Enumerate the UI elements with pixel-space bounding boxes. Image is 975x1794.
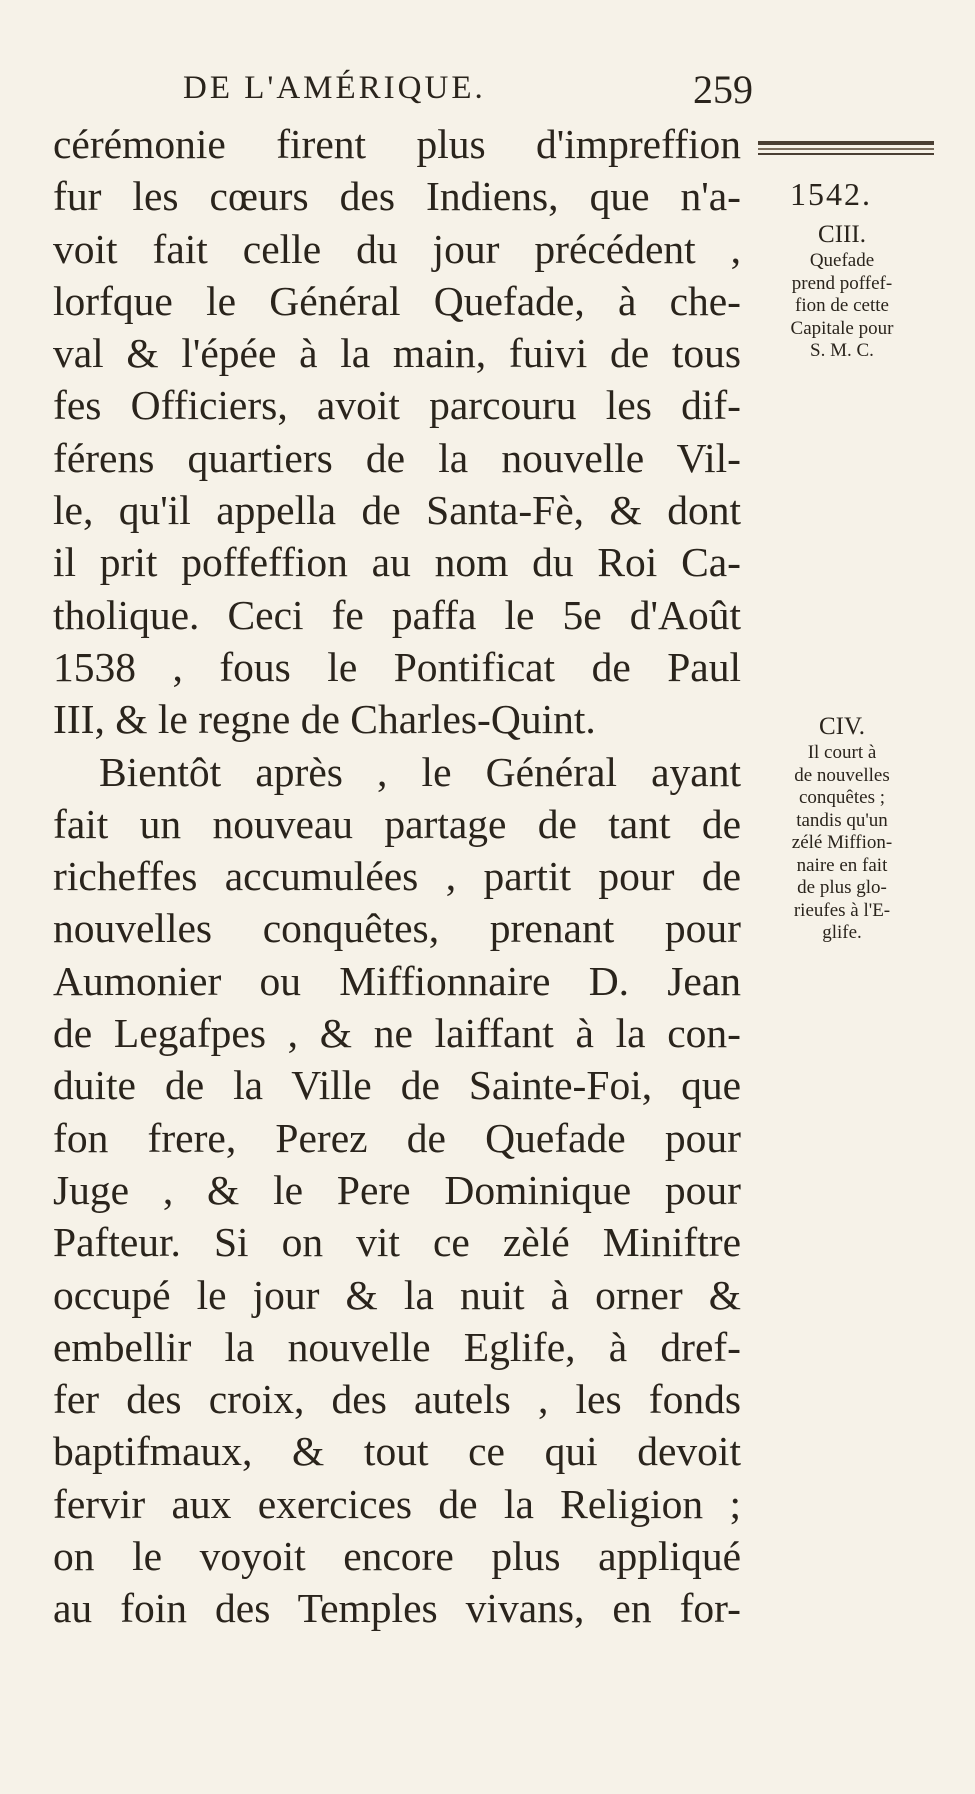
margin-rule [758,141,934,155]
text-line: occupé le jour & la nuit à orner & [53,1271,741,1318]
text-line: voit fait celle du jour précédent , [53,225,741,272]
text-line: au foin des Temples vivans, en for- [53,1585,741,1632]
margin-note-line: rieufes à l'E- [793,899,891,921]
main-text [53,118,741,1635]
text-line: tholique. Ceci fe paffa le 5e d'Août [53,591,741,638]
text-line: il prit poffeffion au nom du Roi Ca- [53,539,741,586]
text-line: fait un nouveau partage de tant de [53,800,741,847]
margin-note-number: CIV. [818,713,866,740]
margin-note-number: CIII. [818,221,866,248]
text-line: Aumonier ou Miffionnaire D. Jean [53,957,741,1004]
margin-note-line: de plus glo- [797,877,887,898]
margin-note-ciii [742,220,942,363]
margin-note-line: zélé Miffion- [791,832,893,853]
margin-note-line: Il court à [807,742,877,763]
margin-note-line: fion de cette [795,295,889,316]
text-line: 1538 , fous le Pontificat de Paul [53,643,741,690]
margin-note-line: prend poffef- [791,272,893,294]
text-line: fes Officiers, avoit parcouru les dif- [53,382,741,429]
margin-note-civ [742,712,942,945]
text-line: fur les cœurs des Indiens, que n'a- [53,173,741,220]
text-line: duite de la Ville de Sainte-Foi, que [53,1062,741,1109]
text-line: nouvelles conquêtes, prenant pour [53,905,741,952]
text-line: Pafteur. Si on vit ce zèlé Miniftre [53,1219,741,1266]
text-line: val & l'épée à la main, fuivi de tous [53,330,741,377]
text-line: de Legafpes , & ne laiffant à la con- [53,1010,741,1057]
text-line: Bientôt après , le Général ayant [99,748,741,795]
running-title: DE L'AMÉRIQUE. [183,70,486,106]
text-line: cérémonie firent plus d'impreffion [53,121,741,167]
margin-note-line: Capitale pour [790,317,894,339]
text-line: Juge , & le Pere Dominique pour [53,1166,741,1213]
margin-note-line: glife. [822,922,862,943]
running-head [183,62,753,122]
text-line: fer des croix, des autels , les fonds [53,1376,741,1423]
text-line: férens quartiers de la nouvelle Vil- [53,434,741,481]
text-line: embellir la nouvelle Eglife, à dref- [53,1323,741,1370]
margin-year: 1542. [790,176,872,212]
margin-note-line: S. M. C. [810,340,874,361]
text-line: III, & le regne de Charles-Quint. [53,696,596,743]
margin-note-line: Quefade [809,250,875,271]
text-line: richeffes accumulées , partit pour de [53,853,741,900]
text-line: le, qu'il appella de Santa-Fè, & dont [53,487,741,534]
page-number: 259 [693,67,753,112]
text-line: fervir aux exercices de la Religion ; [53,1480,741,1527]
text-line: lorfque le Général Quefade, à che- [53,277,741,324]
margin-note-line: tandis qu'un [796,809,888,831]
text-line: on le voyoit encore plus appliqué [53,1533,741,1580]
margin-note-line: naire en fait [796,854,888,876]
text-line: fon frere, Perez de Quefade pour [53,1114,741,1161]
margin-note-line: conquêtes ; [798,787,885,808]
margin-note-line: de nouvelles [794,764,890,786]
text-line: baptifmaux, & tout ce qui devoit [53,1428,741,1475]
